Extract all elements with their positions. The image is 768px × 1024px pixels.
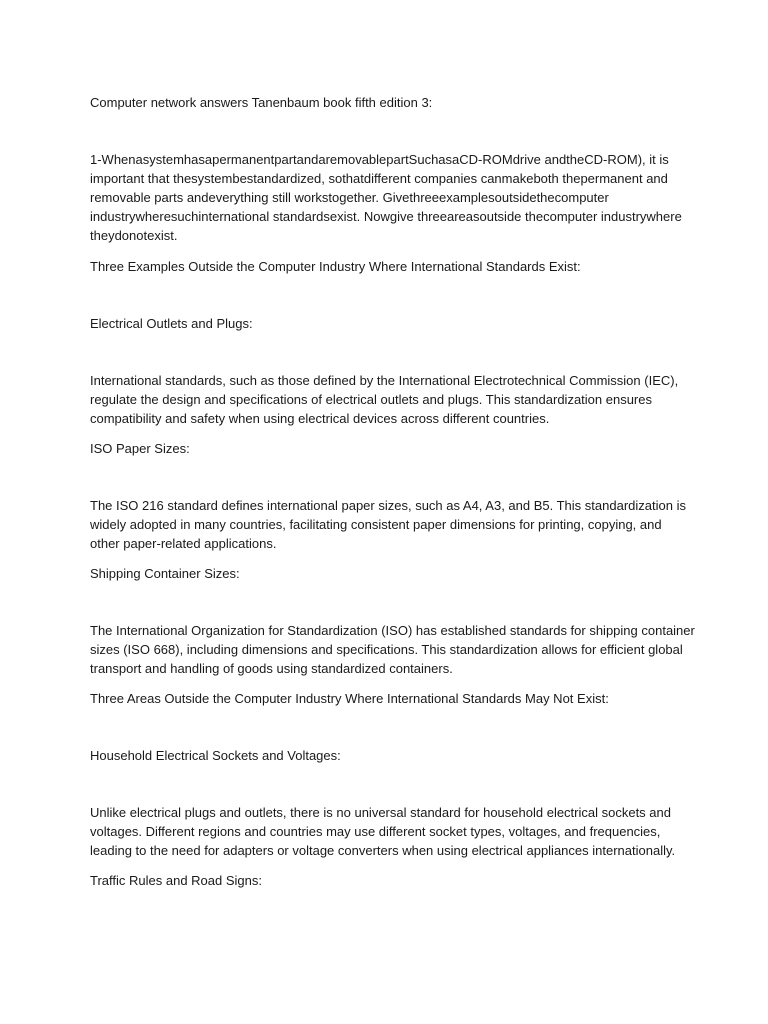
- paragraph-household-sockets: [90, 803, 680, 860]
- paragraph-line: other paper-related applications.: [90, 536, 277, 551]
- question-line: important that thesystembestandardized, sothatdifferent companies canmakeboth thepermanent and: [90, 171, 668, 186]
- paragraph-line: The International Organization for Standardization (ISO) has established standards for shipping container: [90, 623, 695, 638]
- subheading-electrical-outlets: Electrical Outlets and Plugs:: [90, 316, 253, 331]
- question-paragraph: [90, 150, 680, 245]
- paragraph-line: The ISO 216 standard defines international paper sizes, such as A4, A3, and B5. This standardization is: [90, 498, 686, 513]
- paragraph-line: Unlike electrical plugs and outlets, there is no universal standard for household electrical sockets and: [90, 805, 671, 820]
- question-line: industrywheresuchinternational standardsexist. Nowgive threeareasoutside thecomputer industrywhere: [90, 209, 682, 224]
- paragraph-line: sizes (ISO 668), including dimensions and specifications. This standardization allows for efficient global: [90, 642, 683, 657]
- subheading-traffic-rules: Traffic Rules and Road Signs:: [90, 873, 262, 888]
- subheading-household-sockets: Household Electrical Sockets and Voltages:: [90, 748, 341, 763]
- paragraph-line: transport and handling of goods using standardized containers.: [90, 661, 453, 676]
- paragraph-line: regulate the design and specifications of electrical outlets and plugs. This standardization ensures: [90, 392, 652, 407]
- subheading-shipping-container: Shipping Container Sizes:: [90, 566, 240, 581]
- paragraph-line: International standards, such as those defined by the International Electrotechnical Commission (IEC),: [90, 373, 679, 388]
- paragraph-iso-paper: [90, 496, 686, 553]
- question-line: 1-WhenasystemhasapermanentpartandaremovablepartSuchasaCD-ROMdrive andtheCD-ROM), it is: [90, 152, 669, 167]
- subheading-iso-paper: ISO Paper Sizes:: [90, 441, 190, 456]
- document-title: Computer network answers Tanenbaum book fifth edition 3:: [90, 95, 433, 110]
- paragraph-line: compatibility and safety when using electrical devices across different countries.: [90, 411, 550, 426]
- paragraph-line: leading to the need for adapters or voltage converters when using electrical appliances internationally.: [90, 843, 676, 858]
- paragraph-electrical-outlets: [90, 371, 680, 428]
- question-line: theydonotexist.: [90, 228, 178, 243]
- paragraph-line: voltages. Different regions and countries may use different socket types, voltages, and frequencies,: [90, 824, 661, 839]
- question-line: removable parts andeverything still workstogether. Givethreeexamplesoutsidethecomputer: [90, 190, 609, 205]
- paragraph-line: widely adopted in many countries, facilitating consistent paper dimensions for printing, copying, and: [90, 517, 662, 532]
- section-heading-exist: Three Examples Outside the Computer Industry Where International Standards Exist:: [90, 259, 581, 274]
- section-heading-not-exist: Three Areas Outside the Computer Industry Where International Standards May Not Exist:: [90, 691, 609, 706]
- paragraph-shipping-container: [90, 621, 695, 678]
